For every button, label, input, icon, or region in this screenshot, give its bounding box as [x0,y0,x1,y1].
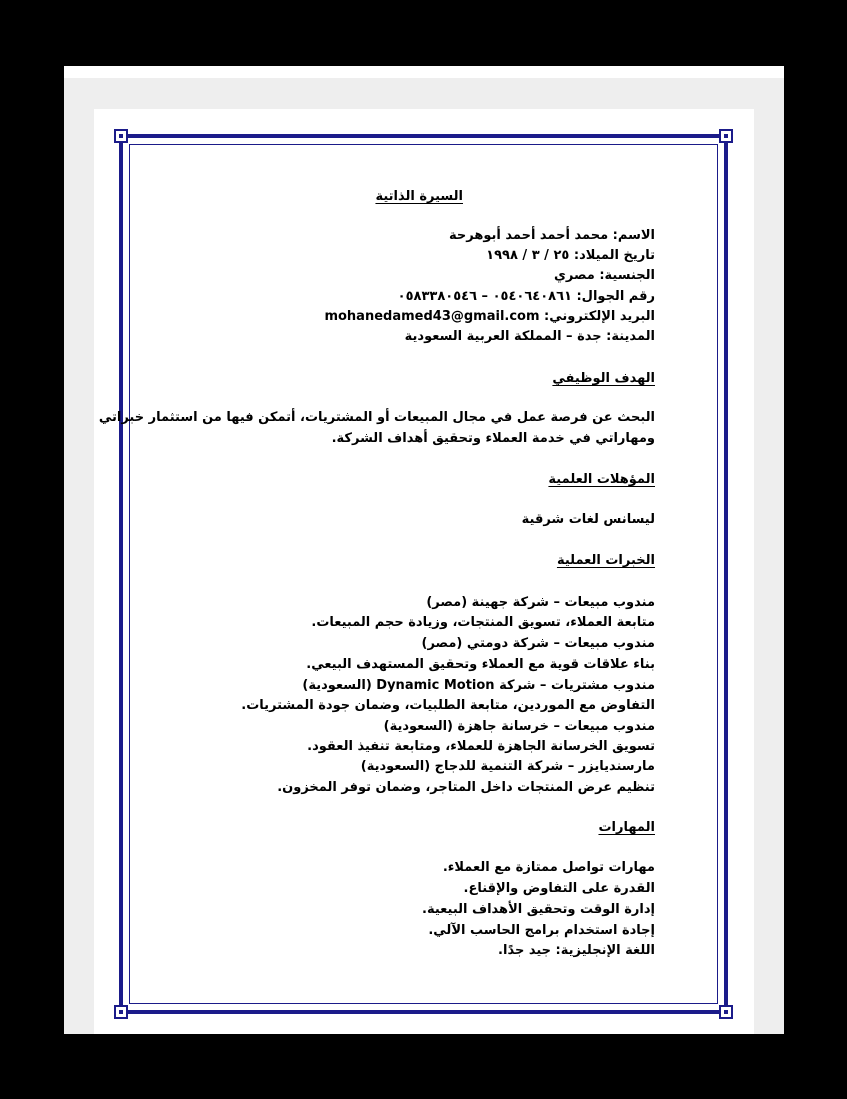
corner-ornament-top-left [114,129,128,143]
corner-ornament-bottom-left [114,1005,128,1019]
personal-name: الاسم: محمد أحمد أحمد أبوهرحة [448,228,655,243]
experience-line: متابعة العملاء، تسويق المنتجات، وزيادة حجم المبيعات. [311,615,655,630]
skill-item: مهارات تواصل ممتازة مع العملاء. [442,860,655,875]
skill-item: إدارة الوقت وتحقيق الأهداف البيعية. [422,902,655,917]
experience-line: مندوب مبيعات – شركة دومتي (مصر) [421,636,655,651]
corner-ornament-top-right [719,129,733,143]
experience-line: تسويق الخرسانة الجاهزة للعملاء، ومتابعة تنفيذ العقود. [307,739,655,754]
qualifications-heading: المؤهلات العلمية [548,472,655,487]
experience-line: مندوب مشتريات – شركة Dynamic Motion (السعودية) [302,678,655,693]
resume-title: السيرة الذاتية [375,189,463,204]
personal-birthdate: تاريخ الميلاد: ٢٥ / ٣ / ١٩٩٨ [486,248,655,263]
personal-phone: رقم الجوال: ٠٥٤٠٦٤٠٨٦١ – ٠٥٨٣٣٨٠٥٤٦ [397,289,655,304]
experience-line: مندوب مبيعات – شركة جهينة (مصر) [426,595,655,610]
objective-heading: الهدف الوظيفي [552,371,655,386]
experience-line: مندوب مبيعات – خرسانة جاهزة (السعودية) [383,719,655,734]
corner-ornament-bottom-right [719,1005,733,1019]
objective-line: البحث عن فرصة عمل في مجال المبيعات أو المشتريات، أتمكن فيها من استثمار خبراتي [98,410,655,425]
skills-heading: المهارات [598,820,655,835]
qualification-item: ليسانس لغات شرقية [521,512,655,527]
personal-email: البريد الإلكتروني: mohanedamed43@gmail.com [324,309,655,324]
experience-line: التفاوض مع الموردين، متابعة الطلبيات، وضمان جودة المشتريات. [241,698,655,713]
skill-item: إجادة استخدام برامج الحاسب الآلي. [428,923,655,938]
experience-line: مارسنديايزر – شركة التنمية للدجاج (السعودية) [360,759,655,774]
skill-item: القدرة على التفاوض والإقناع. [463,881,655,896]
personal-nationality: الجنسية: مصري [553,268,655,283]
experience-heading: الخبرات العملية [556,553,655,568]
experience-line: تنظيم عرض المنتجات داخل المتاجر، وضمان توفر المخزون. [277,780,655,795]
experience-line: بناء علاقات قوية مع العملاء وتحقيق المستهدف البيعي. [306,657,655,672]
skill-item: اللغة الإنجليزية: جيد جدًا. [498,943,655,958]
personal-city: المدينة: جدة – المملكة العربية السعودية [404,329,655,344]
objective-line: ومهاراتي في خدمة العملاء وتحقيق أهداف الشركة. [331,431,655,446]
